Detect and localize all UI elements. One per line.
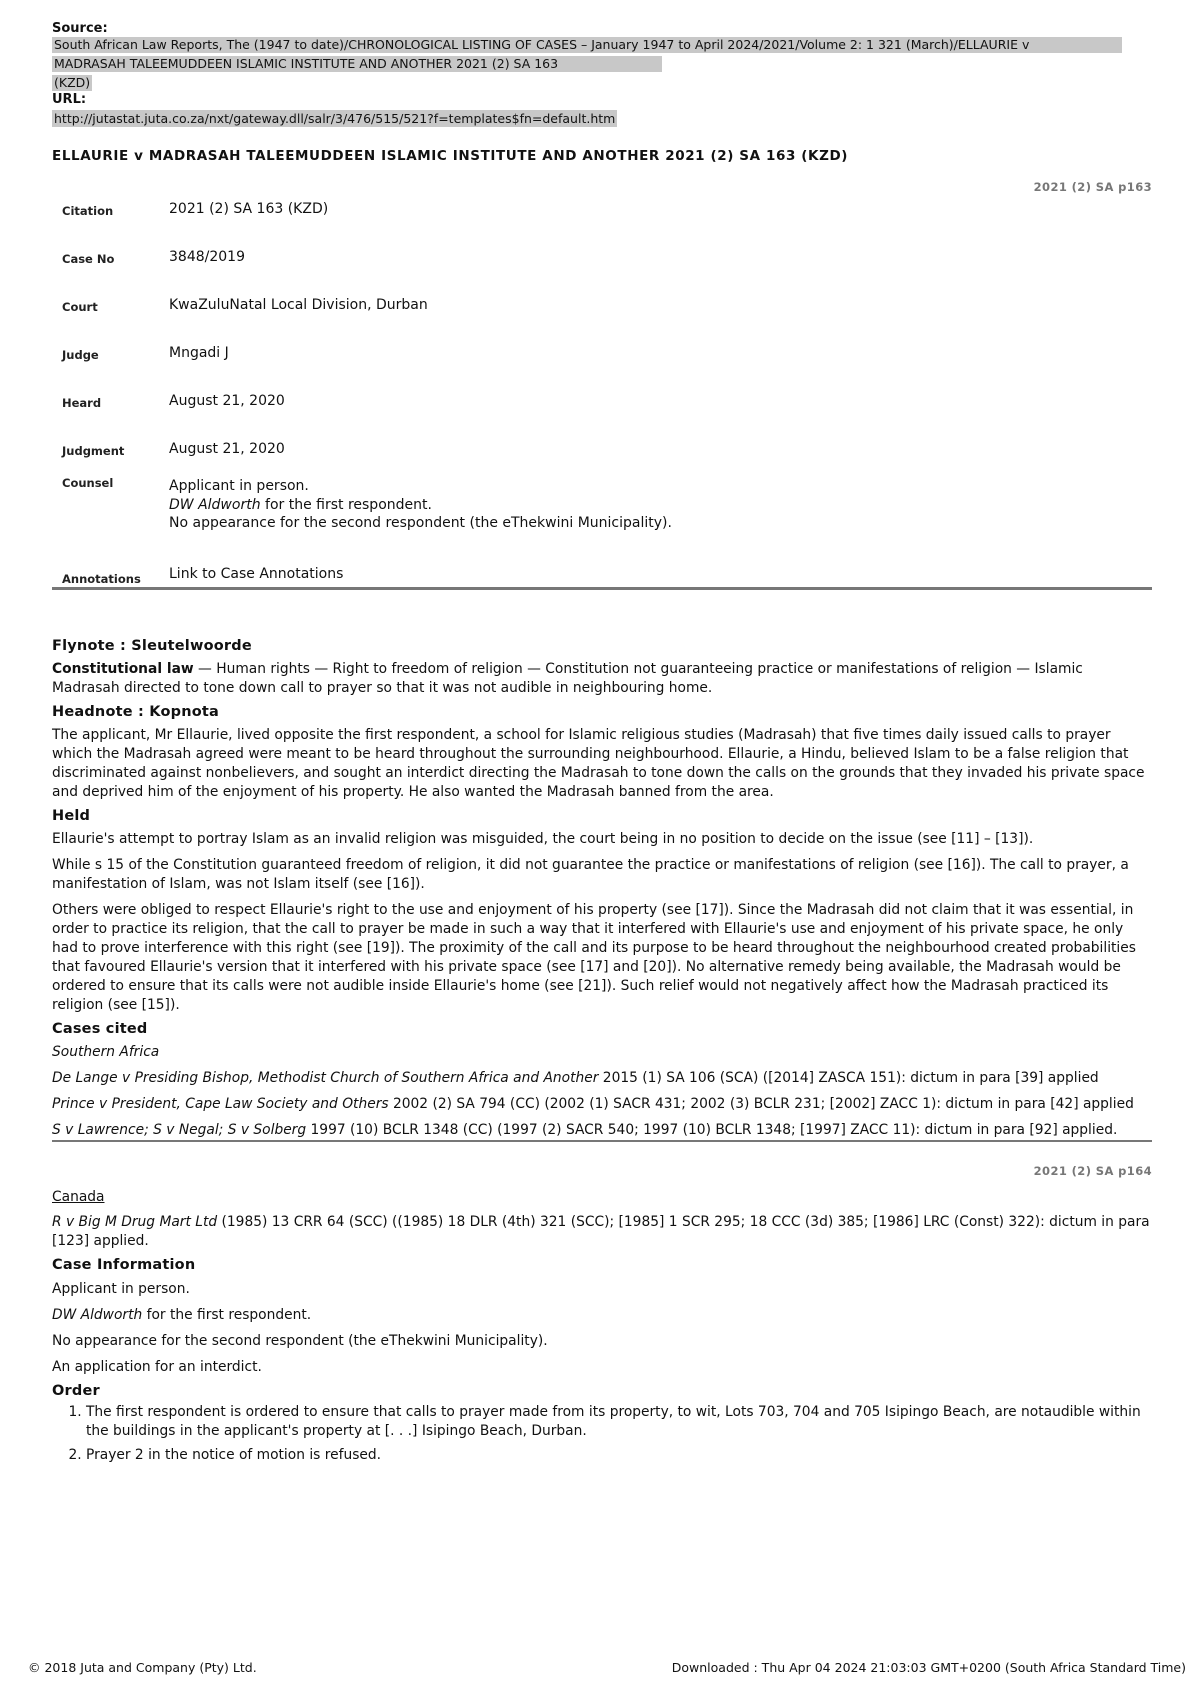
case-citation — [52, 1213, 1152, 1251]
footer-downloaded: Downloaded : Thu Apr 04 2024 21:03:03 GMT+0200 (South Africa Standard Time) — [671, 1660, 1186, 1675]
case-info-applicant: Applicant in person. — [52, 1281, 190, 1297]
judge-label: Judge — [62, 348, 99, 362]
citation-label: Citation — [62, 204, 114, 218]
meta-row-judgment — [52, 440, 1152, 472]
flynote-heading: Flynote : Sleutelwoorde — [52, 638, 252, 654]
case-name: R v Big M Drug Mart Ltd — [52, 1214, 218, 1230]
held-heading: Held — [52, 808, 91, 824]
headnote-heading: Headnote : Kopnota — [52, 704, 220, 720]
caseno-value: 3848/2019 — [169, 249, 245, 265]
source-line-2: MADRASAH TALEEMUDDEEN ISLAMIC INSTITUTE AND ANOTHER 2021 (2) SA 163 — [52, 56, 662, 72]
annotations-link[interactable]: Link to Case Annotations — [169, 566, 344, 582]
counsel-role: for the first respondent. — [142, 1307, 312, 1323]
case-name: Prince v President, Cape Law Society and Others — [52, 1096, 389, 1112]
flynote-text — [52, 660, 1152, 698]
url-label: URL: — [52, 92, 87, 107]
meta-row-annotations — [52, 564, 1152, 587]
page-ref-163: 2021 (2) SA p163 — [1033, 180, 1152, 194]
court-value: KwaZuluNatal Local Division, Durban — [169, 297, 428, 313]
heard-label: Heard — [62, 396, 102, 410]
meta-row-heard — [52, 392, 1152, 440]
case-meta-table — [52, 200, 1152, 587]
case-info-respondent-counsel — [52, 1306, 1152, 1325]
headnote-text: The applicant, Mr Ellaurie, lived opposite the first respondent, a school for Islamic religious studies (Madrasah) that five times daily issued calls to prayer which the Madrasah agreed were meant to be heard throughout the surrounding neighbourhood. Ellaurie, a Hindu, believed Islam to be a false religion that discriminated against nonbelievers, and sought an interdict directing the Madrasah to tone down the calls on the grounds that they invaded his private space and deprived him of the enjoyment of his property. He also wanted the Madrasah banned from the area. — [52, 727, 1145, 800]
meta-row-citation — [52, 200, 1152, 248]
judgment-value: August 21, 2020 — [169, 441, 285, 457]
judge-value: Mngadi J — [169, 345, 229, 361]
case-reference: 1997 (10) BCLR 1348 (CC) (1997 (2) SACR 540; 1997 (10) BCLR 1348; [1997] ZACC 11): dictum in para [92] applied. — [306, 1122, 1118, 1138]
case-title: ELLAURIE v MADRASAH TALEEMUDDEEN ISLAMIC INSTITUTE AND ANOTHER 2021 (2) SA 163 (KZD) — [52, 148, 849, 164]
order-item-2: 2. Prayer 2 in the notice of motion is refused. — [86, 1446, 1152, 1465]
counsel-line-3: No appearance for the second respondent (the eThekwini Municipality). — [169, 515, 672, 531]
held-paragraph-3: Others were obliged to respect Ellaurie's right to the use and enjoyment of his property (see [17]). Since the Madrasah did not claim that it was essential, in order to practice its religion, that the call to prayer be made in such a way that it interfered with Ellaurie's use and enjoyment of his private space, he only had to prove interference with this right (see [19]). The proximity of the call and its purpose to be heard throughout the neighbourhood created probabilities that favoured Ellaurie's version that it interfered with his private space (see [17] and [20]). No alternative remedy being available, the Madrasah would be ordered to ensure that its calls were not audible inside Ellaurie's home (see [21]). Such relief would not negatively affect how the Madrasah practiced its religion (see [15]). — [52, 902, 1136, 1013]
counsel-role: for the first respondent. — [260, 496, 432, 513]
order-item-1: 1. The first respondent is ordered to ensure that calls to prayer made from its property, to wit, Lots 703, 704 and 705 Isipingo Beach, are notaudible within the buildings in the applicant's property at [. . .] Isipingo Beach, Durban. — [86, 1403, 1152, 1441]
page-ref-164: 2021 (2) SA p164 — [1033, 1164, 1152, 1178]
case-name: De Lange v Presiding Bishop, Methodist Church of Southern Africa and Another — [52, 1070, 599, 1086]
page-break-divider — [52, 1140, 1152, 1142]
case-info-application: An application for an interdict. — [52, 1359, 262, 1375]
meta-row-caseno — [52, 248, 1152, 296]
order-heading: Order — [52, 1383, 100, 1399]
counsel-value — [168, 472, 1152, 564]
region-canada: Canada — [52, 1189, 105, 1205]
meta-row-judge — [52, 344, 1152, 392]
case-name: S v Lawrence; S v Negal; S v Solberg — [52, 1122, 307, 1138]
counsel-line-2 — [169, 496, 719, 515]
footer-copyright: © 2018 Juta and Company (Pty) Ltd. — [28, 1660, 257, 1675]
source-line-1: South African Law Reports, The (1947 to date)/CHRONOLOGICAL LISTING OF CASES – January 1947 to April 2024/2021/Volume 2: 1 321 (March)/ELLAURIE v — [52, 37, 1122, 53]
meta-row-counsel — [52, 472, 1152, 564]
counsel-name: DW Aldworth — [52, 1307, 143, 1323]
flynote-body: — Human rights — Right to freedom of religion — Constitution not guaranteeing practice or manifestations of religion — Islamic Madrasah directed to tone down call to prayer so that it was not audible in neighbouring home. — [52, 661, 1083, 696]
held-paragraph-1: Ellaurie's attempt to portray Islam as an invalid religion was misguided, the court being in no position to decide on the issue (see [11] – [13]). — [52, 831, 1034, 847]
held-paragraph-2: While s 15 of the Constitution guaranteed freedom of religion, it did not guarantee the practice or manifestations of religion (see [16]). The call to prayer, a manifestation of Islam, was not Islam itself (see [16]). — [52, 857, 1129, 892]
meta-row-court — [52, 296, 1152, 344]
document — [52, 20, 1152, 1470]
case-reference: (1985) 13 CRR 64 (SCC) ((1985) 18 DLR (4th) 321 (SCC); [1985] 1 SCR 295; 18 CCC (3d) 385; [1986] LRC (Const) 322): dictum in para [123] applied. — [52, 1214, 1150, 1249]
case-reference: 2015 (1) SA 106 (SCA) ([2014] ZASCA 151): dictum in para [39] applied — [598, 1070, 1099, 1086]
judgment-label: Judgment — [62, 444, 125, 458]
caseno-label: Case No — [62, 252, 115, 266]
court-label: Court — [62, 300, 98, 314]
case-citation — [52, 1069, 1152, 1088]
counsel-line-1: Applicant in person. — [169, 478, 309, 494]
source-label: Source: — [52, 21, 108, 36]
heard-value: August 21, 2020 — [169, 393, 285, 409]
case-citation — [52, 1121, 1152, 1140]
region-southern-africa: Southern Africa — [52, 1044, 160, 1060]
case-reference: 2002 (2) SA 794 (CC) (2002 (1) SACR 431; 2002 (3) BCLR 231; [2002] ZACC 1): dictum in para [42] applied — [388, 1096, 1134, 1112]
citation-value: 2021 (2) SA 163 (KZD) — [169, 201, 329, 217]
order-list — [52, 1403, 1152, 1465]
counsel-name: DW Aldworth — [169, 496, 261, 513]
source-line-3: (KZD) — [54, 75, 91, 90]
counsel-label: Counsel — [62, 476, 114, 490]
cases-cited-heading: Cases cited — [52, 1021, 148, 1037]
url-link[interactable]: http://jutastat.juta.co.za/nxt/gateway.dll/salr/3/476/515/521?f=templates$fn=default.htm — [54, 111, 616, 126]
annotations-label: Annotations — [62, 572, 141, 586]
flynote-lead: Constitutional law — [52, 661, 194, 677]
case-citation — [52, 1095, 1152, 1114]
case-info-second-respondent: No appearance for the second respondent (the eThekwini Municipality). — [52, 1333, 548, 1349]
case-information-heading: Case Information — [52, 1257, 196, 1273]
